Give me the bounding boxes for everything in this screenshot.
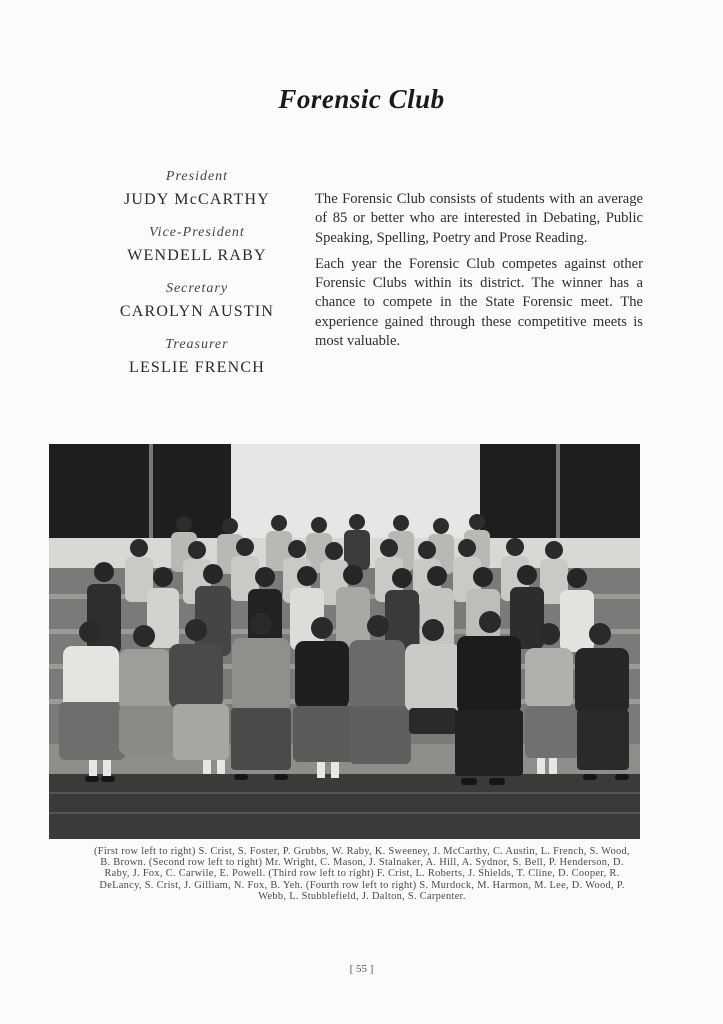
officer-vice-president xyxy=(92,222,302,268)
officer-role: Treasurer xyxy=(165,337,229,352)
description-paragraph: Each year the Forensic Club competes against other Forensic Clubs within its district. The winner has a chance to compete in the State Forensic meet. The experience gained through these competitive meets is most valuable. xyxy=(315,255,643,350)
officer-name: LESLIE FRENCH xyxy=(128,359,266,376)
officer-name: CAROLYN AUSTIN xyxy=(119,303,275,320)
page-title: Forensic Club xyxy=(278,84,445,114)
description-paragraph: The Forensic Club consists of students with an average of 85 or better who are interested in Debating, Public Speaking, Spelling, Poetry and Prose Reading. xyxy=(315,191,643,246)
group-photo-illustration xyxy=(49,444,640,839)
page-number: [ 55 ] xyxy=(349,963,374,975)
officer-secretary xyxy=(92,278,302,324)
photo-caption: (First row left to right) S. Crist, S. Foster, P. Grubbs, W. Raby, K. Sweeney, J. McCarthy, C. Austin, L. French, S. Wood, B. Brown. (Second row left to right) Mr. Wright, C. Mason, J. Stalnaker, A. Hill, A. Sydnor, S. Bell, P. Henderson, D. Raby, J. Fox, C. Carwile, E. Powell. (Third row left to right) F. Crist, L. Roberts, J. Shields, T. Cline, D. Cooper, R. DeLancy, S. Crist, J. Gilliam, N. Fox, B. Yeh. (Fourth row left to right) S. Murdock, M. Harmon, M. Lee, D. Wood, P. Webb, L. Stubblefield, J. Dalton, S. Carpenter. xyxy=(94,846,630,902)
officer-role: President xyxy=(165,169,229,184)
group-photo xyxy=(49,444,640,839)
officer-role: Vice-President xyxy=(149,225,245,240)
officer-name: JUDY McCARTHY xyxy=(123,191,271,208)
officer-name: WENDELL RABY xyxy=(127,247,267,264)
officers-list xyxy=(92,166,302,390)
officer-president xyxy=(92,166,302,212)
officer-treasurer xyxy=(92,334,302,380)
officer-role: Secretary xyxy=(165,281,229,296)
club-description xyxy=(315,190,643,358)
